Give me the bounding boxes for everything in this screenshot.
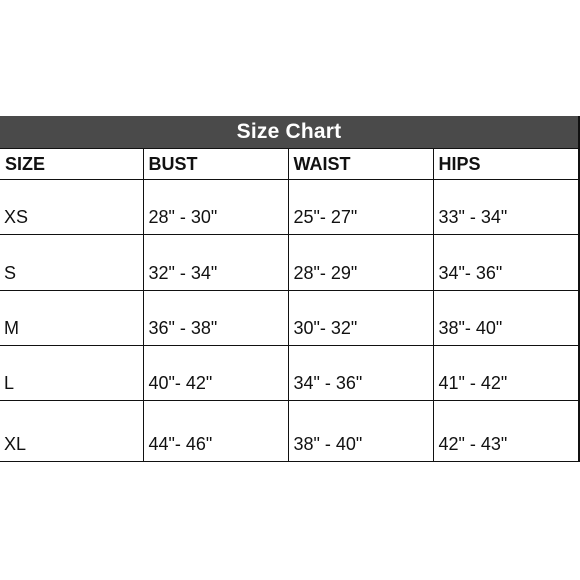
cell-hips: 38"- 40" <box>433 291 578 346</box>
cell-size: M <box>0 291 143 346</box>
cell-size: L <box>0 346 143 401</box>
cell-size: S <box>0 235 143 291</box>
cell-waist: 38" - 40" <box>288 401 433 462</box>
header-size: SIZE <box>0 149 143 180</box>
cell-size: XS <box>0 180 143 235</box>
table-header-row <box>0 149 578 180</box>
size-chart <box>0 116 580 462</box>
cell-waist: 25"- 27" <box>288 180 433 235</box>
cell-bust: 32" - 34" <box>143 235 288 291</box>
cell-size: XL <box>0 401 143 462</box>
cell-bust: 28" - 30" <box>143 180 288 235</box>
table-row <box>0 401 578 462</box>
table-row <box>0 346 578 401</box>
cell-hips: 34"- 36" <box>433 235 578 291</box>
size-chart-table <box>0 148 578 462</box>
cell-bust: 36" - 38" <box>143 291 288 346</box>
cell-waist: 28"- 29" <box>288 235 433 291</box>
table-row <box>0 180 578 235</box>
table-row <box>0 235 578 291</box>
table-row <box>0 291 578 346</box>
cell-hips: 42" - 43" <box>433 401 578 462</box>
header-waist: WAIST <box>288 149 433 180</box>
cell-waist: 34" - 36" <box>288 346 433 401</box>
header-bust: BUST <box>143 149 288 180</box>
cell-hips: 33" - 34" <box>433 180 578 235</box>
size-chart-title: Size Chart <box>0 116 578 148</box>
cell-hips: 41" - 42" <box>433 346 578 401</box>
cell-bust: 44"- 46" <box>143 401 288 462</box>
cell-bust: 40"- 42" <box>143 346 288 401</box>
cell-waist: 30"- 32" <box>288 291 433 346</box>
header-hips: HIPS <box>433 149 578 180</box>
